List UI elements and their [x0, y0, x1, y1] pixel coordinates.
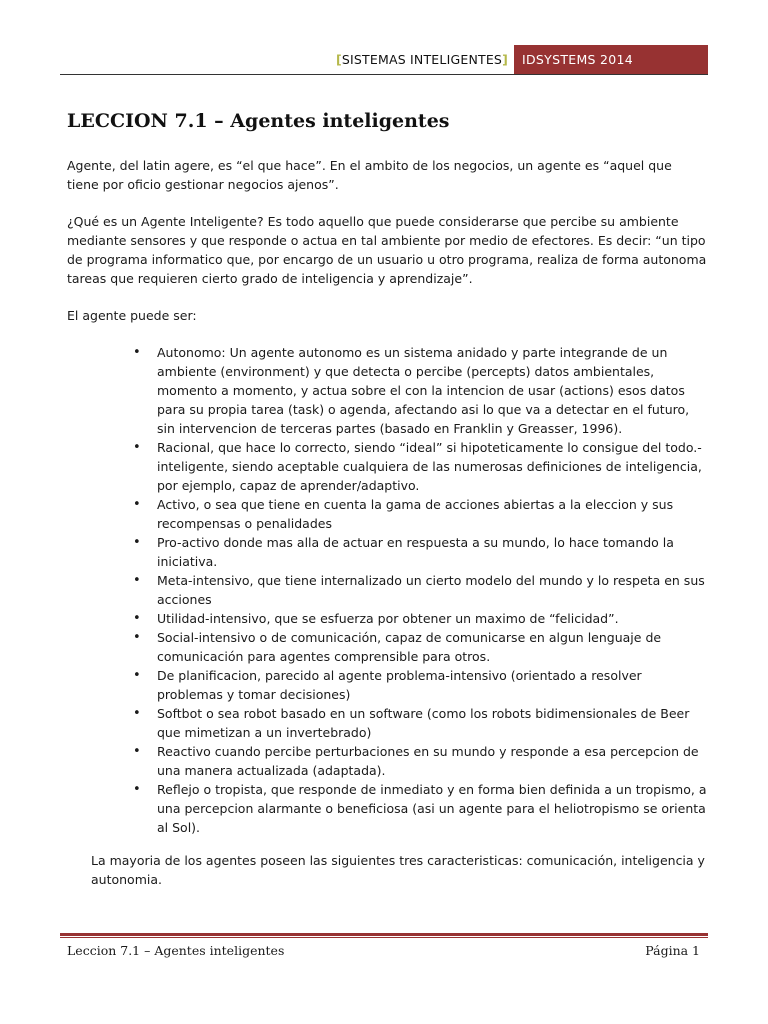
list-item: • Activo, o sea que tiene en cuenta la gama de acciones abiertas a la eleccion y sus recompensas o penalidades [157, 495, 707, 533]
list-item: • Pro-activo donde mas alla de actuar en respuesta a su mundo, lo hace tomando la iniciativa. [157, 533, 707, 571]
footer-rule-thin [60, 937, 708, 938]
footer-lesson-title: Leccion 7.1 – Agentes inteligentes [67, 943, 285, 958]
paragraph-intelligent-agent: ¿Qué es un Agente Inteligente? Es todo aquello que puede considerarse que percibe su ambiente mediante sensores y que responde o actua en tal ambiente por medio de efectores. Es decir: “un tipo de programa informatico que, por encargo de un usuario u otro programa, realiza de forma autonoma tareas que requieren cierto grado de inteligencia y aprendizaje”. [67, 214, 707, 286]
list-item: • De planificacion, parecido al agente problema-intensivo (orientado a resolver problemas y tomar decisiones) [157, 666, 707, 704]
header-tag: IDSYSTEMS 2014 [514, 45, 708, 75]
list-item: • Social-intensivo o de comunicación, capaz de comunicarse en algun lenguaje de comunicación para agentes comprensible para otros. [157, 628, 707, 666]
header-title [120, 52, 508, 67]
paragraph-closing: La mayoria de los agentes poseen las siguientes tres caracteristicas: comunicación, inteligencia y autonomia. [91, 853, 705, 887]
footer-rule-thick [60, 933, 708, 936]
header-bracket-close: ] [502, 52, 508, 67]
footer-page-number: Página 1 [645, 943, 700, 958]
agent-types-list [67, 343, 707, 837]
document-title: LECCION 7.1 – Agentes inteligentes [67, 110, 450, 132]
list-item: • Meta-intensivo, que tiene internalizado un cierto modelo del mundo y lo respeta en sus acciones [157, 571, 707, 609]
document-body [67, 156, 707, 889]
list-item: • Softbot o sea robot basado en un software (como los robots bidimensionales de Beer que mimetizan a un invertebrado) [157, 704, 707, 742]
header-title-text: SISTEMAS INTELIGENTES [341, 52, 503, 67]
list-item: • Utilidad-intensivo, que se esfuerza por obtener un maximo de “felicidad”. [157, 609, 707, 628]
list-item: • Reflejo o tropista, que responde de inmediato y en forma bien definida a un tropismo, a una percepcion alarmante o beneficiosa (asi un agente para el heliotropismo se orienta al Sol). [157, 780, 707, 837]
paragraph-list-intro: El agente puede ser: [67, 308, 197, 323]
paragraph-definition: Agente, del latin agere, es “el que hace”. En el ambito de los negocios, un agente es “aquel que tiene por oficio gestionar negocios ajenos”. [67, 158, 672, 192]
list-item: • Reactivo cuando percibe perturbaciones en su mundo y responde a esa percepcion de una manera actualizada (adaptada). [157, 742, 707, 780]
list-item: • Autonomo: Un agente autonomo es un sistema anidado y parte integrande de un ambiente (environment) y que detecta o percibe (percepts) datos ambientales, momento a momento, y actua sobre el con la intencion de usar (actions) esos datos para su propia tarea (task) o agenda, afectando asi lo que va a detectar en el futuro, sin intervencion de terceras partes (basado en Franklin y Greasser, 1996). [157, 343, 707, 438]
header-divider [60, 74, 708, 75]
header-bracket-open: [ [335, 52, 342, 67]
list-item: • Racional, que hace lo correcto, siendo “ideal” si hipoteticamente lo consigue del todo.-inteligente, siendo aceptable cualquiera de las numerosas definiciones de inteligencia, por ejemplo, capaz de aprender/adaptivo. [157, 438, 707, 495]
